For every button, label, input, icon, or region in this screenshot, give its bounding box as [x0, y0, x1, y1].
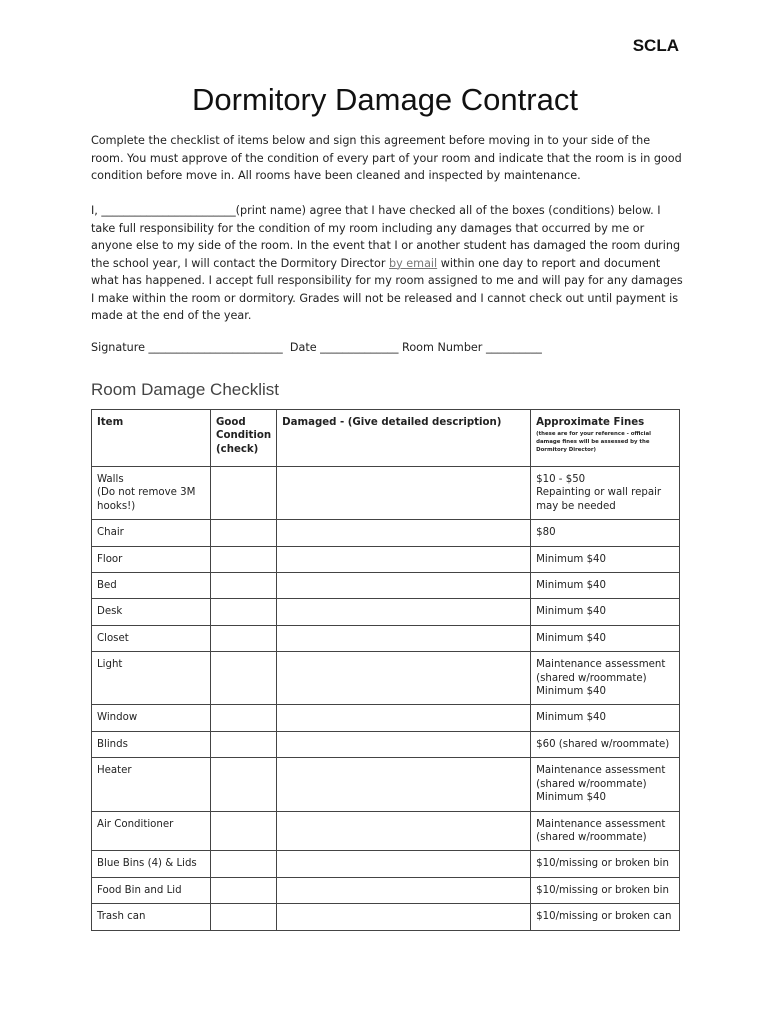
agreement-text-end: within one day to report and document what has happened. I accept full responsibility for my room assigned to me and will pay for any damages I make within the room or dormitory. Grades will not be released and I cannot check out until payment is made at the end of the year.	[91, 256, 683, 322]
signature-line: Signature ________________________ Date ______________ Room Number __________	[91, 341, 542, 354]
damage-description-cell[interactable]	[277, 599, 531, 625]
table-row	[92, 758, 680, 811]
damage-checklist-table	[91, 409, 680, 931]
damage-description-cell[interactable]	[277, 731, 531, 757]
item-cell: Walls (Do not remove 3M hooks!)	[92, 467, 211, 520]
item-cell: Light	[92, 652, 211, 705]
damage-description-cell[interactable]	[277, 705, 531, 731]
intro-paragraph: Complete the checklist of items below and sign this agreement before moving in to your side of the room. You must approve of the condition of every part of your room and indicate that the room is in good condition before move in. All rooms have been cleaned and inspected by maintenance.	[91, 134, 682, 182]
organization-name: SCLA	[632, 36, 679, 55]
table-header-row	[92, 410, 680, 467]
item-cell: Desk	[92, 599, 211, 625]
fines-header-note: (these are for your reference - official damage fines will be assessed by the Dormitory Director)	[536, 431, 651, 453]
table-row	[92, 904, 680, 930]
fine-cell: Minimum $40	[531, 573, 680, 599]
damage-description-cell[interactable]	[277, 811, 531, 851]
item-cell: Heater	[92, 758, 211, 811]
fine-cell: Minimum $40	[531, 705, 680, 731]
good-condition-check-cell[interactable]	[211, 467, 277, 520]
table-row	[92, 599, 680, 625]
table-row	[92, 520, 680, 546]
fine-cell: $10/missing or broken bin	[531, 877, 680, 903]
damage-description-cell[interactable]	[277, 851, 531, 877]
damage-description-cell[interactable]	[277, 467, 531, 520]
column-header-item: Item	[92, 410, 211, 467]
good-condition-check-cell[interactable]	[211, 573, 277, 599]
table-row	[92, 573, 680, 599]
fine-cell: Minimum $40	[531, 599, 680, 625]
item-cell: Air Conditioner	[92, 811, 211, 851]
fine-cell: $80	[531, 520, 680, 546]
damage-description-cell[interactable]	[277, 625, 531, 651]
table-row	[92, 652, 680, 705]
item-cell: Window	[92, 705, 211, 731]
agreement-text-start: I, ________________________(print name) agree that I have checked all of the boxes (conditions) below. I take full responsibility for the condition of my room including any damages that occurred by me or anyone else to my side of the room. In the event that I or another student has damaged the room during the school year, I will contact the Dormitory Director	[91, 204, 681, 270]
good-condition-check-cell[interactable]	[211, 758, 277, 811]
damage-description-cell[interactable]	[277, 546, 531, 572]
item-cell: Chair	[92, 520, 211, 546]
good-condition-check-cell[interactable]	[211, 877, 277, 903]
fine-cell: $10/missing or broken can	[531, 904, 680, 930]
damage-description-cell[interactable]	[277, 877, 531, 903]
good-condition-check-cell[interactable]	[211, 705, 277, 731]
good-condition-check-cell[interactable]	[211, 811, 277, 851]
good-condition-check-cell[interactable]	[211, 546, 277, 572]
table-row	[92, 811, 680, 851]
email-link[interactable]: by email	[389, 256, 438, 270]
column-header-good-condition: Good Condition (check)	[211, 410, 277, 467]
good-condition-check-cell[interactable]	[211, 731, 277, 757]
good-condition-check-cell[interactable]	[211, 904, 277, 930]
table-row	[92, 625, 680, 651]
good-condition-check-cell[interactable]	[211, 625, 277, 651]
table-row	[92, 851, 680, 877]
table-row	[92, 705, 680, 731]
good-condition-check-cell[interactable]	[211, 520, 277, 546]
column-header-fines	[531, 410, 680, 467]
item-cell: Blue Bins (4) & Lids	[92, 851, 211, 877]
item-cell: Floor	[92, 546, 211, 572]
damage-description-cell[interactable]	[277, 573, 531, 599]
item-cell: Trash can	[92, 904, 211, 930]
item-cell: Blinds	[92, 731, 211, 757]
agreement-paragraph	[91, 202, 683, 325]
fine-cell: Minimum $40	[531, 546, 680, 572]
fine-cell: $60 (shared w/roommate)	[531, 731, 680, 757]
fine-cell: Maintenance assessment (shared w/roommate) Minimum $40	[531, 758, 680, 811]
fine-cell: Maintenance assessment (shared w/roommate) Minimum $40	[531, 652, 680, 705]
damage-description-cell[interactable]	[277, 520, 531, 546]
checklist-heading: Room Damage Checklist	[91, 380, 280, 399]
good-condition-check-cell[interactable]	[211, 851, 277, 877]
column-header-damaged: Damaged - (Give detailed description)	[277, 410, 531, 467]
table-row	[92, 877, 680, 903]
checklist-body	[92, 467, 680, 931]
table-row	[92, 546, 680, 572]
good-condition-check-cell[interactable]	[211, 599, 277, 625]
fine-cell: $10/missing or broken bin	[531, 851, 680, 877]
fine-cell: Minimum $40	[531, 625, 680, 651]
good-condition-check-cell[interactable]	[211, 652, 277, 705]
item-cell: Bed	[92, 573, 211, 599]
fines-header-label: Approximate Fines	[536, 417, 645, 428]
damage-description-cell[interactable]	[277, 904, 531, 930]
damage-description-cell[interactable]	[277, 758, 531, 811]
fine-cell: $10 - $50 Repainting or wall repair may be needed	[531, 467, 680, 520]
page-title: Dormitory Damage Contract	[192, 82, 578, 117]
table-row	[92, 731, 680, 757]
fine-cell: Maintenance assessment (shared w/roommate)	[531, 811, 680, 851]
table-row	[92, 467, 680, 520]
damage-description-cell[interactable]	[277, 652, 531, 705]
item-cell: Food Bin and Lid	[92, 877, 211, 903]
item-cell: Closet	[92, 625, 211, 651]
